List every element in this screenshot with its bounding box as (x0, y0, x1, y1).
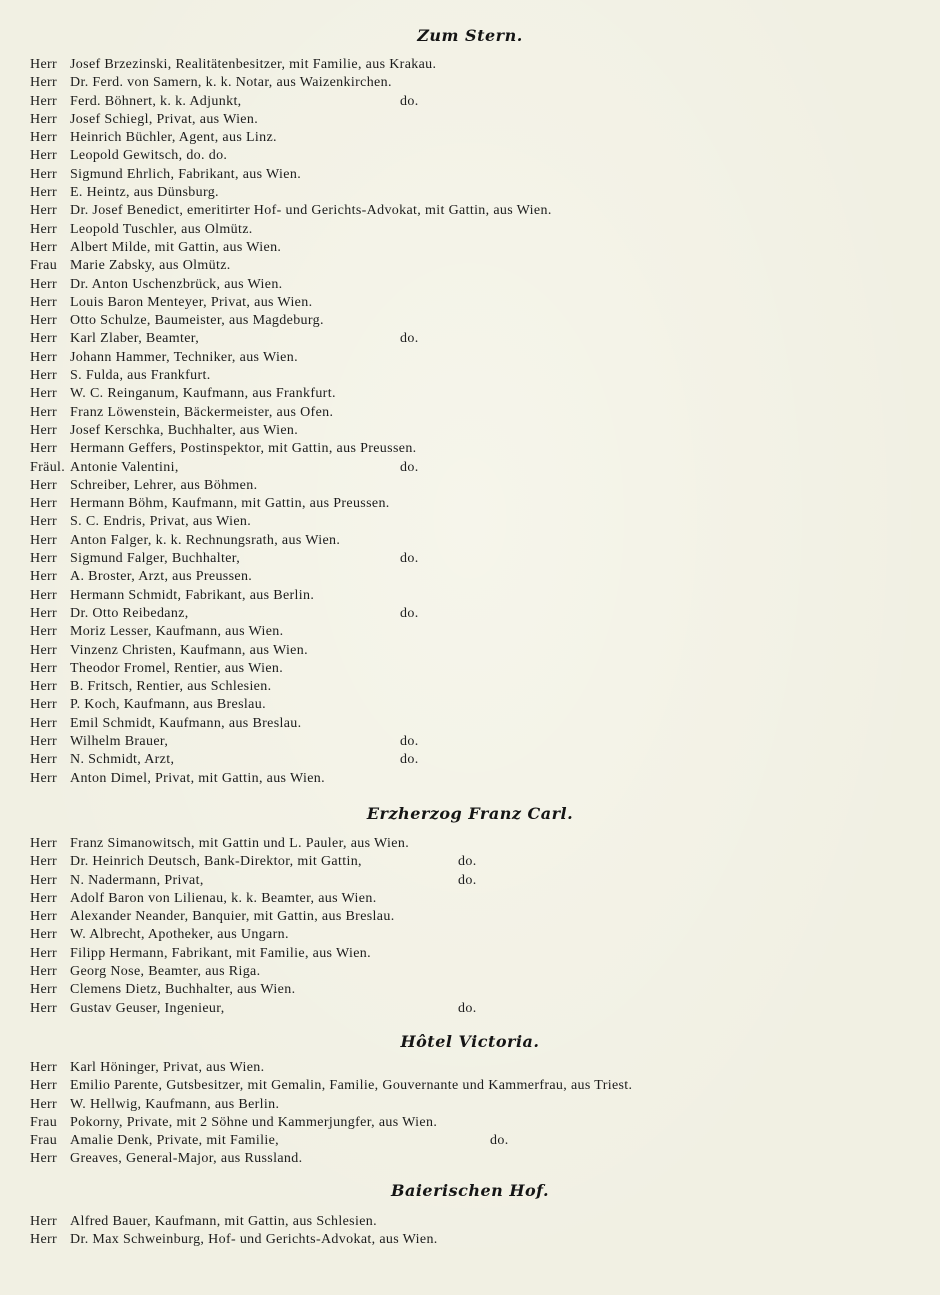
guest-title: Herr (30, 148, 58, 164)
guest-title: Herr (30, 624, 58, 640)
guest-list-baierischen-hof (30, 1213, 910, 1250)
guest-entry (30, 1213, 910, 1231)
guest-title: Herr (30, 422, 58, 438)
guest-title: Herr (30, 964, 58, 980)
ditto-mark: do. (458, 1000, 477, 1016)
guest-description: Johann Hammer, Techniker, aus Wien. (70, 349, 298, 365)
guest-description: S. Fulda, aus Frankfurt. (70, 368, 211, 384)
guest-entry (30, 981, 910, 999)
guest-title: Herr (30, 532, 58, 548)
guest-description: Dr. Josef Benedict, emeritirter Hof- und Gerichts-Advokat, mit Gattin, aus Wien. (70, 203, 552, 219)
guest-description: Filipp Hermann, Fabrikant, mit Familie, aus Wien. (70, 945, 371, 961)
guest-entry (30, 385, 910, 403)
guest-description: E. Heintz, aus Dünsburg. (70, 185, 219, 201)
guest-title: Herr (30, 294, 58, 310)
guest-title: Herr (30, 1096, 58, 1112)
guest-description: W. Albrecht, Apotheker, aus Ungarn. (70, 927, 289, 943)
guest-entry (30, 568, 910, 586)
guest-description: Adolf Baron von Lilienau, k. k. Beamter, aus Wien. (70, 890, 377, 906)
guest-entry (30, 74, 910, 92)
guest-title: Herr (30, 715, 58, 731)
guest-description: Marie Zabsky, aus Olmütz. (70, 258, 231, 274)
guest-title: Herr (30, 276, 58, 292)
guest-entry (30, 715, 910, 733)
guest-title: Herr (30, 1060, 58, 1075)
guest-entry (30, 642, 910, 660)
guest-entry (30, 495, 910, 513)
guest-entry (30, 926, 910, 944)
guest-title: Herr (30, 313, 58, 329)
guest-list-zum-stern (30, 56, 910, 788)
guest-title: Herr (30, 203, 58, 219)
guest-description: Sigmund Falger, Buchhalter, (70, 551, 241, 567)
guest-entry (30, 239, 910, 257)
guest-title: Herr (30, 130, 58, 146)
guest-title: Herr (30, 93, 58, 109)
guest-title: Herr (30, 477, 58, 493)
guest-title: Herr (30, 1232, 58, 1248)
guest-title: Herr (30, 982, 58, 998)
guest-entry (30, 257, 910, 275)
guest-title: Herr (30, 551, 58, 567)
guest-title: Herr (30, 872, 58, 888)
guest-entry (30, 678, 910, 696)
guest-title: Herr (30, 221, 58, 237)
guest-description: Clemens Dietz, Buchhalter, aus Wien. (70, 982, 296, 998)
guest-title: Herr (30, 854, 58, 870)
guest-entry (30, 202, 910, 220)
guest-entry (30, 404, 910, 422)
guest-description: Dr. Heinrich Deutsch, Bank-Direktor, mit Gattin, (70, 854, 362, 870)
guest-list-hotel-victoria (30, 1059, 910, 1169)
guest-list-erzherzog-franz-carl (30, 835, 910, 1018)
guest-description: B. Fritsch, Rentier, aus Schlesien. (70, 679, 272, 695)
guest-title: Herr (30, 890, 58, 906)
ditto-mark: do. (458, 854, 477, 870)
guest-entry (30, 367, 910, 385)
guest-description: Heinrich Büchler, Agent, aus Linz. (70, 130, 277, 146)
guest-entry (30, 459, 910, 477)
ditto-mark: do. (400, 605, 419, 621)
guest-description: Anton Dimel, Privat, mit Gattin, aus Wien. (70, 770, 325, 786)
ditto-mark: do. (400, 93, 419, 109)
guest-title: Herr (30, 1151, 58, 1167)
guest-title: Herr (30, 1214, 58, 1229)
guest-title: Herr (30, 733, 58, 749)
guest-entry (30, 623, 910, 641)
guest-description: Theodor Fromel, Rentier, aus Wien. (70, 660, 284, 676)
guest-description: N. Schmidt, Arzt, (70, 752, 175, 768)
guest-description: Franz Löwenstein, Bäckermeister, aus Ofen. (70, 404, 334, 420)
guest-title: Herr (30, 404, 58, 420)
guest-entry (30, 330, 910, 348)
guest-title: Herr (30, 587, 58, 603)
guest-description: Louis Baron Menteyer, Privat, aus Wien. (70, 294, 313, 310)
guest-title: Herr (30, 185, 58, 201)
guest-description: Greaves, General-Major, aus Russland. (70, 1151, 303, 1167)
guest-entry (30, 908, 910, 926)
guest-title: Herr (30, 642, 58, 658)
guest-description: Gustav Geuser, Ingenieur, (70, 1000, 225, 1016)
guest-entry (30, 605, 910, 623)
guest-entry (30, 129, 910, 147)
guest-title: Herr (30, 1078, 58, 1094)
guest-entry (30, 349, 910, 367)
section-heading-zum-stern: Zum Stern. (417, 26, 523, 45)
guest-description: Hermann Schmidt, Fabrikant, aus Berlin. (70, 587, 315, 603)
guest-title: Herr (30, 514, 58, 530)
guest-description: Leopold Tuschler, aus Olmütz. (70, 221, 253, 237)
guest-description: Emilio Parente, Gutsbesitzer, mit Gemalin, Familie, Gouvernante und Kammerfrau, aus Triest. (70, 1078, 633, 1094)
guest-title: Herr (30, 166, 58, 182)
guest-description: Josef Kerschka, Buchhalter, aus Wien. (70, 422, 299, 438)
guest-entry (30, 660, 910, 678)
guest-entry (30, 513, 910, 531)
ditto-mark: do. (458, 872, 477, 888)
guest-description: Anton Falger, k. k. Rechnungsrath, aus Wien. (70, 532, 341, 548)
guest-entry (30, 440, 910, 458)
guest-entry (30, 56, 910, 74)
guest-entry (30, 751, 910, 769)
guest-description: Dr. Otto Reibedanz, (70, 605, 189, 621)
guest-description: Hermann Geffers, Postinspektor, mit Gattin, aus Preussen. (70, 441, 417, 457)
guest-entry (30, 853, 910, 871)
guest-description: Hermann Böhm, Kaufmann, mit Gattin, aus Preussen. (70, 496, 390, 512)
guest-title: Herr (30, 57, 58, 72)
guest-description: Emil Schmidt, Kaufmann, aus Breslau. (70, 715, 302, 731)
guest-description: Leopold Gewitsch, do. do. (70, 148, 228, 164)
guest-description: Schreiber, Lehrer, aus Böhmen. (70, 477, 258, 493)
guest-entry (30, 587, 910, 605)
guest-entry (30, 696, 910, 714)
guest-description: Antonie Valentini, (70, 459, 179, 475)
guest-description: Josef Schiegl, Privat, aus Wien. (70, 111, 259, 127)
guest-entry (30, 221, 910, 239)
section-heading-baierischen-hof: Baierischen Hof. (390, 1181, 550, 1200)
guest-entry (30, 147, 910, 165)
guest-description: Dr. Anton Uschenzbrück, aus Wien. (70, 276, 283, 292)
guest-description: Wilhelm Brauer, (70, 733, 169, 749)
guest-description: Vinzenz Christen, Kaufmann, aus Wien. (70, 642, 308, 658)
guest-entry (30, 1096, 910, 1114)
guest-entry (30, 294, 910, 312)
guest-title: Herr (30, 569, 58, 585)
guest-entry (30, 477, 910, 495)
guest-title: Frau (30, 1133, 58, 1149)
guest-entry (30, 276, 910, 294)
guest-description: Karl Höninger, Privat, aus Wien. (70, 1060, 265, 1075)
guest-entry (30, 733, 910, 751)
guest-title: Herr (30, 368, 58, 384)
guest-entry (30, 1077, 910, 1095)
guest-entry (30, 963, 910, 981)
guest-title: Herr (30, 386, 58, 402)
guest-description: Sigmund Ehrlich, Fabrikant, aus Wien. (70, 166, 302, 182)
guest-title: Herr (30, 331, 58, 347)
guest-description: S. C. Endris, Privat, aus Wien. (70, 514, 252, 530)
guest-entry (30, 770, 910, 788)
guest-description: Franz Simanowitsch, mit Gattin und L. Pauler, aus Wien. (70, 836, 410, 851)
guest-title: Herr (30, 945, 58, 961)
guest-description: Dr. Max Schweinburg, Hof- und Gerichts-Advokat, aus Wien. (70, 1232, 438, 1248)
guest-entry (30, 945, 910, 963)
ditto-mark: do. (400, 733, 419, 749)
guest-description: Georg Nose, Beamter, aus Riga. (70, 964, 261, 980)
guest-title: Herr (30, 770, 58, 786)
guest-description: Moriz Lesser, Kaufmann, aus Wien. (70, 624, 284, 640)
guest-entry (30, 422, 910, 440)
guest-description: N. Nadermann, Privat, (70, 872, 204, 888)
guest-title: Herr (30, 909, 58, 925)
guest-entry (30, 184, 910, 202)
guest-description: Albert Milde, mit Gattin, aus Wien. (70, 239, 282, 255)
ditto-mark: do. (490, 1133, 509, 1149)
guest-title: Herr (30, 349, 58, 365)
guest-title: Herr (30, 239, 58, 255)
guest-title: Herr (30, 111, 58, 127)
guest-title: Herr (30, 605, 58, 621)
guest-title: Herr (30, 927, 58, 943)
guest-description: Dr. Ferd. von Samern, k. k. Notar, aus Waizenkirchen. (70, 75, 392, 91)
guest-description: P. Koch, Kaufmann, aus Breslau. (70, 697, 266, 713)
guest-description: Pokorny, Private, mit 2 Söhne und Kammerjungfer, aus Wien. (70, 1114, 438, 1130)
section-heading-erzherzog-franz-carl: Erzherzog Franz Carl. (366, 804, 574, 823)
guest-description: Karl Zlaber, Beamter, (70, 331, 200, 347)
guest-entry (30, 1059, 910, 1077)
guest-entry (30, 1000, 910, 1018)
guest-entry (30, 166, 910, 184)
guest-entry (30, 1150, 910, 1168)
guest-entry (30, 111, 910, 129)
guest-title: Herr (30, 1000, 58, 1016)
ditto-mark: do. (400, 551, 419, 567)
guest-entry (30, 1132, 910, 1150)
guest-description: Amalie Denk, Private, mit Familie, (70, 1133, 280, 1149)
guest-description: A. Broster, Arzt, aus Preussen. (70, 569, 253, 585)
guest-title: Herr (30, 75, 58, 91)
guest-title: Herr (30, 679, 58, 695)
guest-title: Herr (30, 752, 58, 768)
guest-title: Fräul. (30, 459, 66, 475)
guest-description: Josef Brzezinski, Realitätenbesitzer, mit Familie, aus Krakau. (70, 57, 437, 72)
guest-title: Herr (30, 836, 58, 851)
guest-description: Ferd. Böhnert, k. k. Adjunkt, (70, 93, 242, 109)
ditto-mark: do. (400, 459, 419, 475)
guest-description: Alexander Neander, Banquier, mit Gattin, aus Breslau. (70, 909, 395, 925)
guest-title: Frau (30, 1114, 58, 1130)
guest-description: W. Hellwig, Kaufmann, aus Berlin. (70, 1096, 280, 1112)
guest-entry (30, 1231, 910, 1249)
section-heading-hotel-victoria: Hôtel Victoria. (400, 1032, 540, 1051)
guest-description: W. C. Reinganum, Kaufmann, aus Frankfurt. (70, 386, 336, 402)
guest-title: Frau (30, 258, 58, 274)
guest-entry (30, 1114, 910, 1132)
guest-entry (30, 550, 910, 568)
guest-entry (30, 532, 910, 550)
guest-entry (30, 93, 910, 111)
guest-title: Herr (30, 496, 58, 512)
guest-description: Alfred Bauer, Kaufmann, mit Gattin, aus Schlesien. (70, 1214, 377, 1229)
ditto-mark: do. (400, 331, 419, 347)
guest-entry (30, 312, 910, 330)
guest-title: Herr (30, 697, 58, 713)
ditto-mark: do. (400, 752, 419, 768)
guest-title: Herr (30, 660, 58, 676)
guest-entry (30, 890, 910, 908)
guest-title: Herr (30, 441, 58, 457)
guest-description: Otto Schulze, Baumeister, aus Magdeburg. (70, 313, 324, 329)
guest-entry (30, 872, 910, 890)
guest-entry (30, 835, 910, 853)
